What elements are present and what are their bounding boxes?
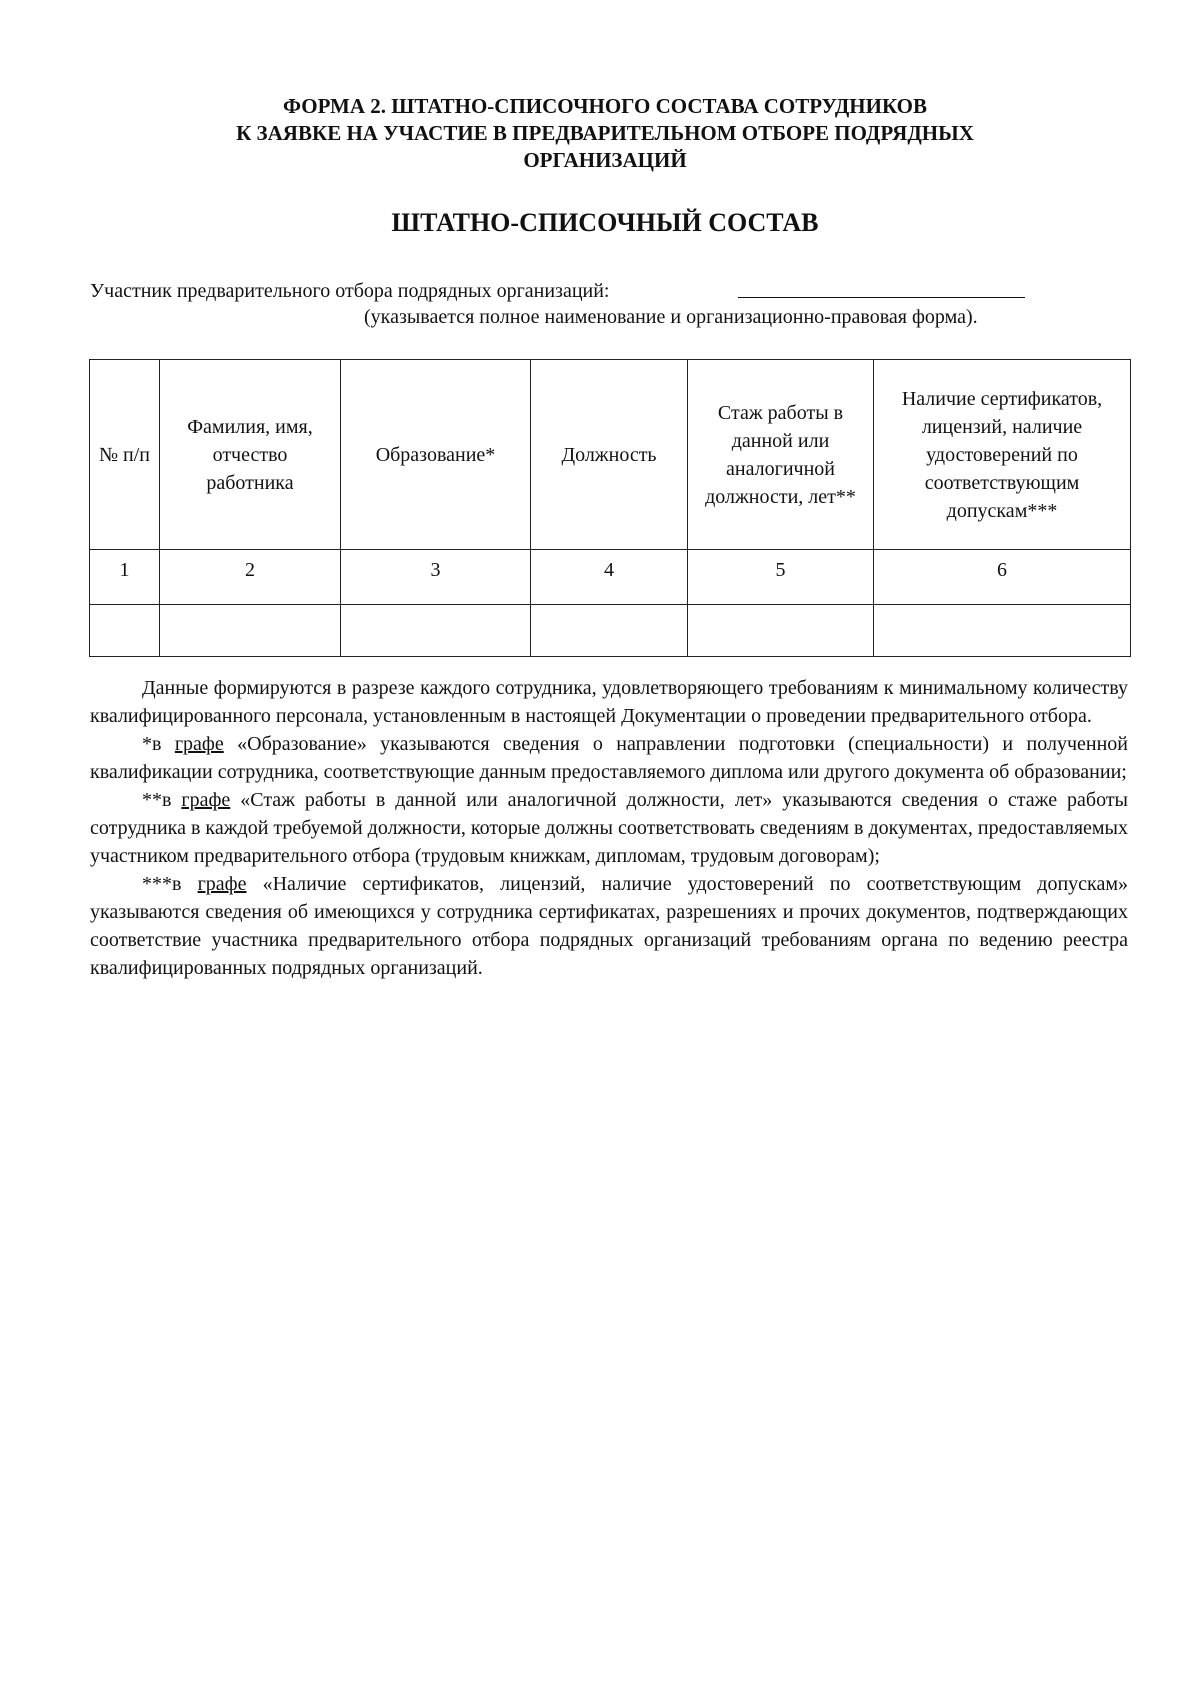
note-column-word: графе [197, 873, 247, 895]
header-cell-experience: Стаж работы в данной или аналогичной должности, лет** [688, 360, 874, 550]
form-title-line-2: К ЗАЯВКЕ НА УЧАСТИЕ В ПРЕДВАРИТЕЛЬНОМ ОТБОРЕ ПОДРЯДНЫХ [236, 121, 974, 145]
note-text: «Образование» указываются сведения о направлении подготовки (специальности) и полученной квалификации сотрудника, соответствующие данным предоставляемого диплома или другого документа об образовании; [90, 733, 1128, 783]
header-cell-number: № п/п [90, 360, 160, 550]
empty-cell[interactable] [341, 605, 531, 657]
header-cell-education: Образование* [341, 360, 531, 550]
column-number-cell: 2 [160, 550, 341, 605]
column-number-cell: 3 [341, 550, 531, 605]
note-text: «Наличие сертификатов, лицензий, наличие удостоверений по соответствующим допускам» указываются сведения об имеющихся у сотрудника сертификатах, разрешениях и прочих документов, подтверждающих соответствие участника предварительного отбора подрядных организаций требованиям органа по ведению реестра квалифицированных подрядных организаций. [90, 873, 1129, 979]
empty-cell[interactable] [531, 605, 688, 657]
participant-name-field[interactable] [738, 297, 1025, 298]
table-number-row [90, 550, 1131, 605]
header-cell-certificates: Наличие сертификатов, лицензий, наличие удостоверений по соответствующим допускам*** [874, 360, 1131, 550]
empty-cell[interactable] [874, 605, 1131, 657]
participant-label: Участник предварительного отбора подрядных организаций: [90, 280, 610, 302]
header-cell-position: Должность [531, 360, 688, 550]
table-header-row [90, 360, 1131, 550]
note-prefix: *в [142, 733, 175, 755]
column-number-cell: 6 [874, 550, 1131, 605]
note-paragraph-1: Данные формируются в разрезе каждого сотрудника, удовлетворяющего требованиям к минимальному количеству квалифицированного персонала, установленным в настоящей Документации о проведении предварительного отбора. [90, 677, 1128, 727]
note-prefix: ***в [142, 873, 198, 895]
empty-cell[interactable] [90, 605, 160, 657]
participant-hint: (указывается полное наименование и организационно-правовая форма). [364, 306, 978, 328]
empty-cell[interactable] [688, 605, 874, 657]
note-text: «Стаж работы в данной или аналогичной должности, лет» указываются сведения о стаже работы сотрудника в каждой требуемой должности, которые должны соответствовать сведениям в документах, предоставляемых участником предварительного отбора (трудовым книжкам, дипломам, трудовым договорам); [90, 789, 1128, 867]
main-title: ШТАТНО-СПИСОЧНЫЙ СОСТАВ [391, 208, 819, 237]
notes-section [90, 674, 1128, 982]
note-paragraph-education [90, 730, 1128, 786]
column-number-cell: 5 [688, 550, 874, 605]
header-cell-full-name: Фамилия, имя, отчество работника [160, 360, 341, 550]
form-title-line-1: ФОРМА 2. ШТАТНО-СПИСОЧНОГО СОСТАВА СОТРУДНИКОВ [282, 94, 928, 118]
empty-cell[interactable] [160, 605, 341, 657]
column-number-cell: 4 [531, 550, 688, 605]
note-paragraph-experience [90, 786, 1128, 870]
column-number-cell: 1 [90, 550, 160, 605]
note-prefix: **в [142, 789, 182, 811]
note-column-word: графе [181, 789, 231, 811]
table-row [90, 605, 1131, 657]
note-paragraph-certificates [90, 870, 1128, 982]
form-title-line-3: ОРГАНИЗАЦИЙ [523, 148, 687, 172]
staff-table [89, 359, 1131, 657]
note-column-word: графе [174, 733, 224, 755]
form-title [100, 93, 1110, 174]
